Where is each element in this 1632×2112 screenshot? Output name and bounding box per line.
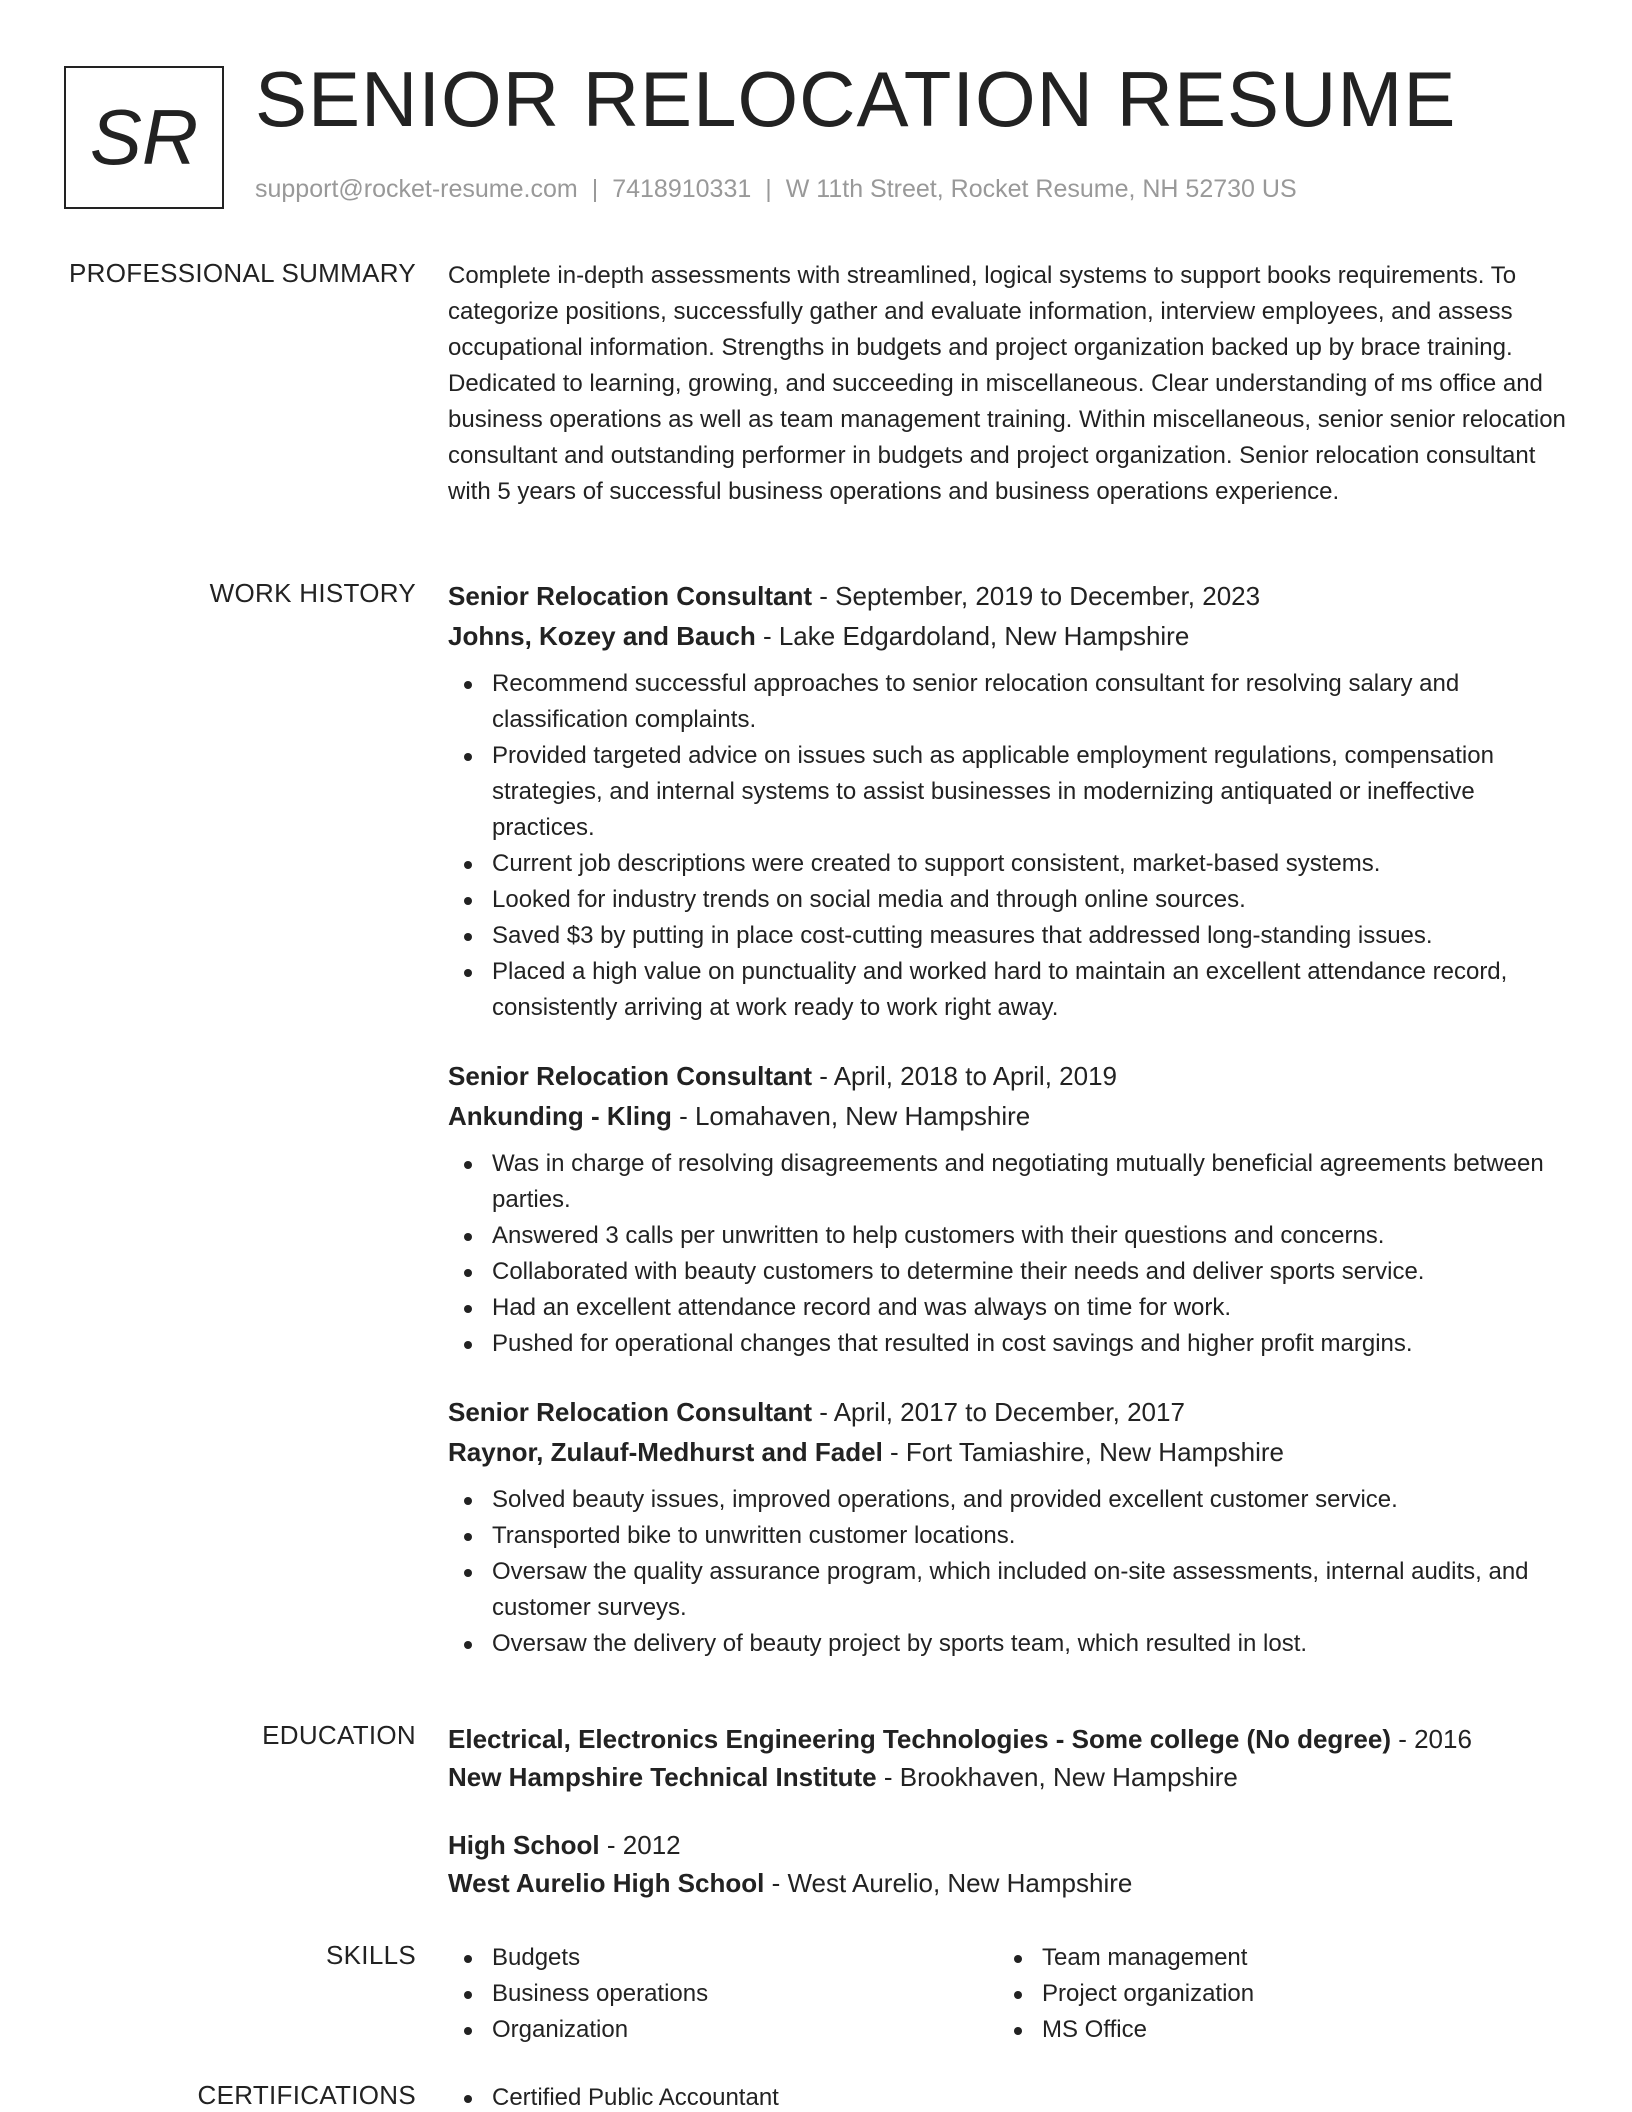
- contact-email[interactable]: support@rocket-resume.com: [255, 175, 578, 203]
- job-location: - Fort Tamiashire, New Hampshire: [882, 1437, 1285, 1467]
- skill-item: MS Office: [998, 2012, 1548, 2048]
- job-dates: - September, 2019 to December, 2023: [812, 581, 1261, 611]
- job-company: Johns, Kozey and Bauch: [448, 621, 756, 651]
- contact-separator: |: [591, 175, 599, 203]
- job-bullet: Solved beauty issues, improved operations, and provided excellent customer service.: [448, 1482, 1570, 1518]
- job-bullet: Saved $3 by putting in place cost-cutting measures that addressed long-standing issues.: [448, 918, 1570, 954]
- job-title-line: [448, 576, 1570, 616]
- job-bullet: Pushed for operational changes that resulted in cost savings and higher profit margins.: [448, 1326, 1570, 1362]
- education-year: - 2012: [599, 1830, 681, 1860]
- skills-column-right: [998, 1940, 1548, 2048]
- section-label-certifications: CERTIFICATIONS: [197, 2080, 416, 2110]
- job-company-line: [448, 1432, 1570, 1472]
- job-title-line: [448, 1056, 1570, 1096]
- education-year: - 2016: [1390, 1724, 1472, 1754]
- job-bullet: Recommend successful approaches to senior relocation consultant for resolving salary and classification complaints.: [448, 666, 1570, 738]
- section-label-summary: PROFESSIONAL SUMMARY: [69, 258, 416, 288]
- skill-item: Organization: [448, 2012, 998, 2048]
- job-company-line: [448, 616, 1570, 656]
- education-school: New Hampshire Technical Institute: [448, 1762, 877, 1792]
- section-label-education: EDUCATION: [262, 1720, 416, 1750]
- job-bullet: Oversaw the quality assurance program, which included on-site assessments, internal audits, and customer surveys.: [448, 1554, 1570, 1626]
- education-school-line: [448, 1864, 1570, 1902]
- job-entry: [448, 1056, 1570, 1362]
- summary-text: Complete in-depth assessments with streamlined, logical systems to support books requirements. To categorize positions, successfully gather and evaluate information, interview employees, and assess occupational information. Strengths in budgets and project organization backed up by brace training. Dedicated to learning, growing, and succeeding in miscellaneous. Clear understanding of ms office and business operations as well as team management training. Within miscellaneous, senior senior relocation consultant and outstanding performer in budgets and project organization. Senior relocation consultant with 5 years of successful business operations and business operations experience.: [448, 262, 1566, 505]
- job-title: Senior Relocation Consultant: [448, 1397, 813, 1427]
- education-location: - Brookhaven, New Hampshire: [876, 1762, 1238, 1792]
- job-location: - Lake Edgardoland, New Hampshire: [755, 621, 1190, 651]
- education-location: - West Aurelio, New Hampshire: [764, 1868, 1133, 1898]
- job-company-line: [448, 1096, 1570, 1136]
- skill-item: Project organization: [998, 1976, 1548, 2012]
- job-company: Ankunding - Kling: [448, 1101, 672, 1131]
- job-bullet: Was in charge of resolving disagreements and negotiating mutually beneficial agreements between parties.: [448, 1146, 1570, 1218]
- job-bullet: Answered 3 calls per unwritten to help customers with their questions and concerns.: [448, 1218, 1570, 1254]
- education-degree-line: [448, 1720, 1570, 1758]
- contact-address: W 11th Street, Rocket Resume, NH 52730 US: [785, 175, 1297, 203]
- job-title: Senior Relocation Consultant: [448, 581, 813, 611]
- job-entry: [448, 1392, 1570, 1662]
- job-bullets: [448, 1146, 1570, 1362]
- education-school: West Aurelio High School: [448, 1868, 765, 1898]
- job-bullet: Collaborated with beauty customers to determine their needs and deliver sports service.: [448, 1254, 1570, 1290]
- section-label-skills: SKILLS: [326, 1940, 416, 1970]
- job-bullet: Transported bike to unwritten customer locations.: [448, 1518, 1570, 1554]
- job-bullets: [448, 666, 1570, 1026]
- skill-item: Business operations: [448, 1976, 998, 2012]
- skill-item: Team management: [998, 1940, 1548, 1976]
- education-school-line: [448, 1758, 1570, 1796]
- job-company: Raynor, Zulauf-Medhurst and Fadel: [448, 1437, 883, 1467]
- contact-phone[interactable]: 7418910331: [612, 175, 752, 203]
- certifications-list: [448, 2080, 1570, 2112]
- page-title: SENIOR RELOCATION RESUME: [255, 55, 1457, 143]
- job-location: - Lomahaven, New Hampshire: [671, 1101, 1031, 1131]
- certification-item: Certified Public Accountant: [448, 2080, 1570, 2112]
- contact-line: [255, 175, 1297, 204]
- monogram-logo: SR: [64, 66, 224, 209]
- job-title-line: [448, 1392, 1570, 1432]
- contact-separator: |: [765, 175, 772, 203]
- job-bullet: Oversaw the delivery of beauty project by sports team, which resulted in lost.: [448, 1626, 1570, 1662]
- skills-list: [998, 1940, 1548, 2048]
- education-entry: [448, 1826, 1570, 1902]
- job-entry: [448, 576, 1570, 1026]
- skill-item: Budgets: [448, 1940, 998, 1976]
- skills-column-left: [448, 1940, 998, 2048]
- education-degree: Electrical, Electronics Engineering Technologies - Some college (No degree): [448, 1724, 1391, 1754]
- job-bullets: [448, 1482, 1570, 1662]
- job-bullet: Provided targeted advice on issues such as applicable employment regulations, compensation strategies, and internal systems to assist businesses in modernizing antiquated or ineffective practices.: [448, 738, 1570, 846]
- job-dates: - April, 2018 to April, 2019: [812, 1061, 1117, 1091]
- job-dates: - April, 2017 to December, 2017: [812, 1397, 1185, 1427]
- skills-grid: [448, 1940, 1570, 2048]
- education-degree-line: [448, 1826, 1570, 1864]
- job-bullet: Had an excellent attendance record and was always on time for work.: [448, 1290, 1570, 1326]
- education-entry: [448, 1720, 1570, 1796]
- education-degree: High School: [448, 1830, 600, 1860]
- job-title: Senior Relocation Consultant: [448, 1061, 813, 1091]
- job-bullet: Looked for industry trends on social media and through online sources.: [448, 882, 1570, 918]
- section-label-work-history: WORK HISTORY: [209, 578, 416, 608]
- skills-list: [448, 1940, 998, 2048]
- job-bullet: Placed a high value on punctuality and worked hard to maintain an excellent attendance record, consistently arriving at work ready to work right away.: [448, 954, 1570, 1026]
- job-bullet: Current job descriptions were created to support consistent, market-based systems.: [448, 846, 1570, 882]
